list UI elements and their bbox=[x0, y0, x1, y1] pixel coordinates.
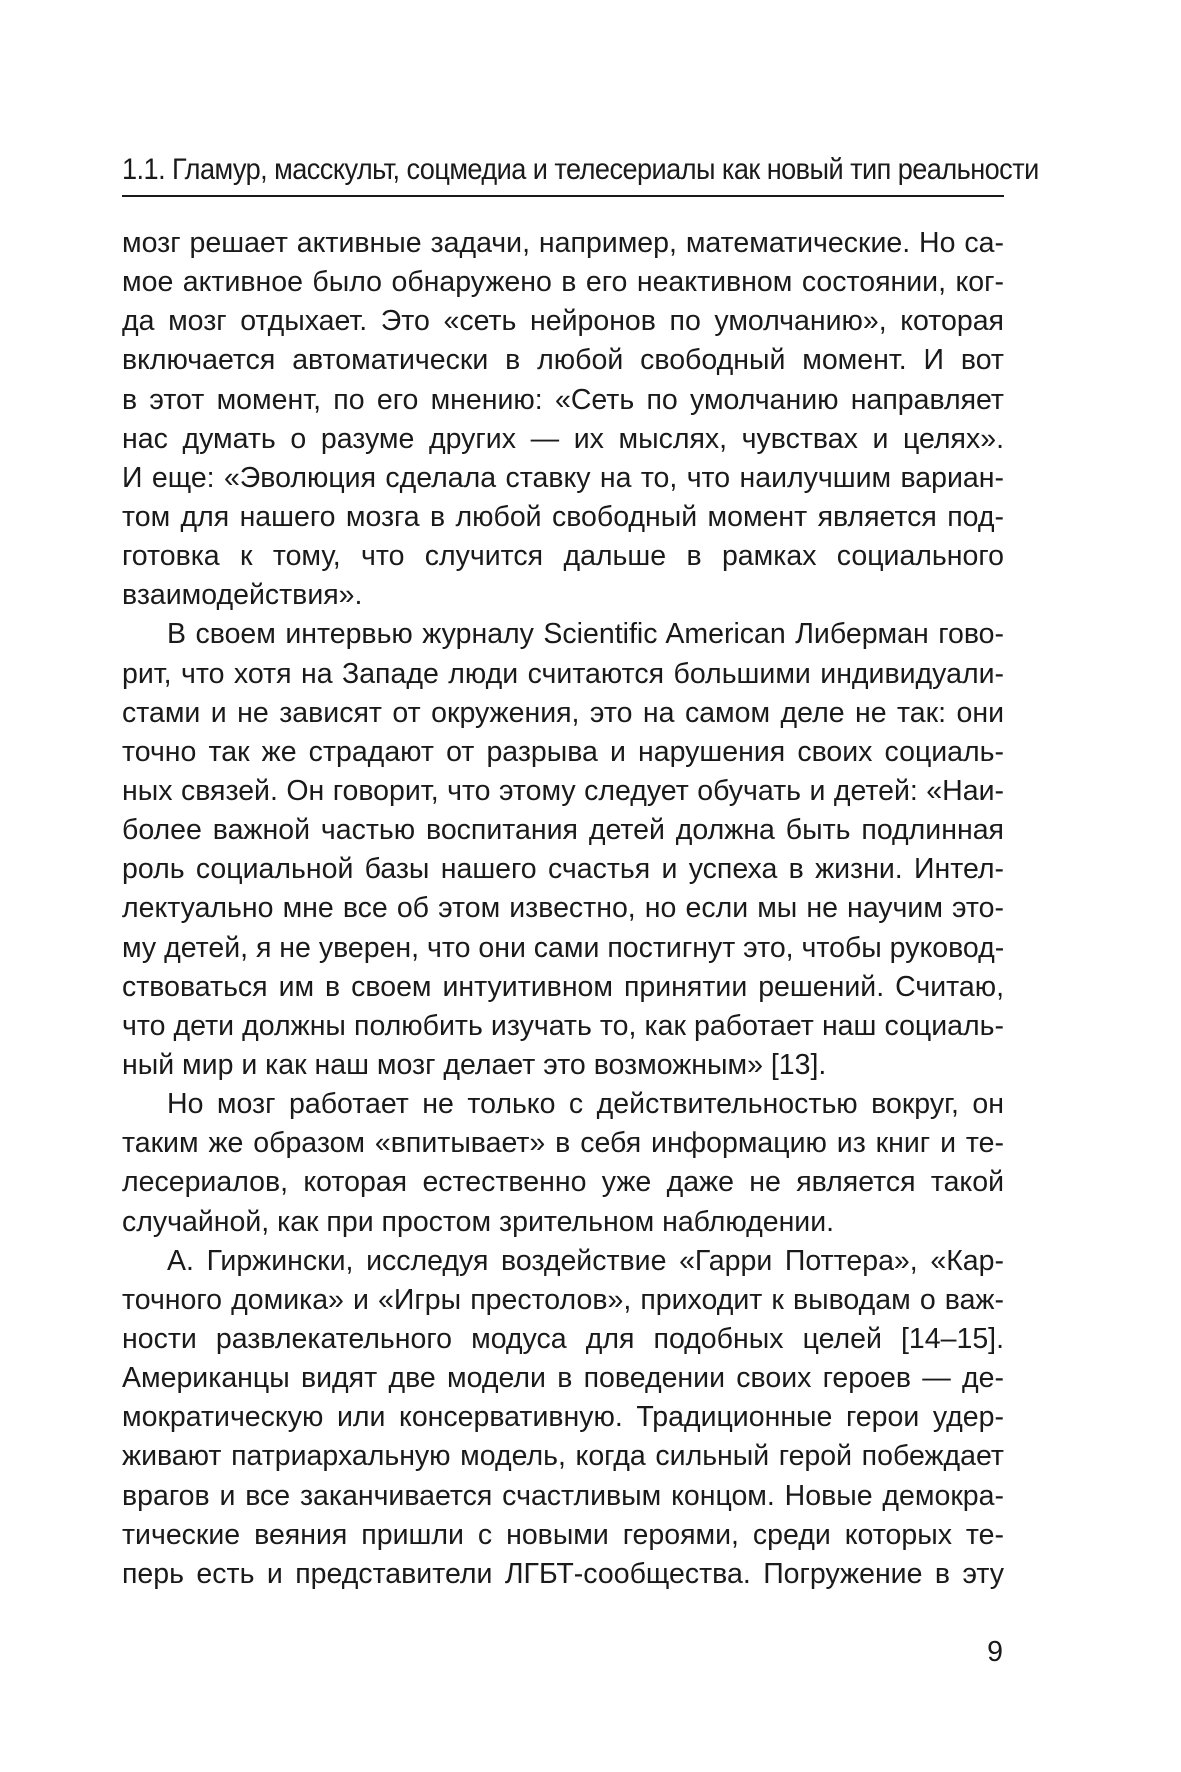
text-line: таким же образом «впитывает» в себя информацию из книг и те- bbox=[122, 1127, 1004, 1160]
text-line: точного домика» и «Игры престолов», приходит к выводам о важ- bbox=[122, 1283, 1004, 1316]
text-line: Американцы видят две модели в поведении своих героев — де- bbox=[122, 1362, 1004, 1395]
body-text bbox=[122, 224, 1004, 1594]
text-line: ствоваться им в своем интуитивном принятии решений. Считаю, bbox=[122, 970, 1004, 1003]
text-line: том для нашего мозга в любой свободный момент является под- bbox=[122, 500, 1004, 533]
text-line: да мозг отдыхает. Это «сеть нейронов по умолчанию», которая bbox=[122, 305, 1004, 338]
text-line: мократическую или консервативную. Традиционные герои удер- bbox=[122, 1401, 1004, 1434]
text-line: мозг решает активные задачи, например, математические. Но са- bbox=[122, 227, 1004, 259]
text-line: точно так же страдают от разрыва и нарушения своих социаль- bbox=[122, 735, 1004, 768]
text-line: тические веяния пришли с новыми героями, среди которых те- bbox=[122, 1518, 1004, 1551]
header-rule bbox=[122, 195, 1004, 197]
text-line: лесериалов, которая естественно уже даже не является такой bbox=[122, 1166, 1004, 1199]
text-line: В своем интервью журналу Scientific American Либерман гово- bbox=[167, 618, 1004, 651]
text-line: случайной, как при простом зрительном наблюдении. bbox=[122, 1205, 835, 1238]
text-line: нас думать о разуме других — их мыслях, чувствах и целях». bbox=[122, 422, 1004, 455]
text-line: лектуально мне все об этом известно, но если мы не научим это- bbox=[122, 892, 1004, 925]
text-line: врагов и все заканчивается счастливым концом. Новые демокра- bbox=[122, 1479, 1004, 1512]
text-line: ных связей. Он говорит, что этому следует обучать и детей: «Наи- bbox=[122, 774, 1004, 807]
text-line: в этот момент, по его мнению: «Сеть по умолчанию направляет bbox=[122, 383, 1004, 416]
text-line: Но мозг работает не только с действительностью вокруг, он bbox=[167, 1088, 1004, 1121]
text-line: взаимодействия». bbox=[122, 579, 363, 612]
text-line: ный мир и как наш мозг делает это возможным» [13]. bbox=[122, 1048, 827, 1081]
text-line: роль социальной базы нашего счастья и успеха в жизни. Интел- bbox=[122, 853, 1004, 886]
running-header: 1.1. Гламур, масскульт, соцмедиа и телесериалы как новый тип реальности bbox=[122, 153, 1039, 186]
text-line: му детей, я не уверен, что они сами постигнут это, чтобы руковод- bbox=[122, 931, 1004, 964]
text-line: более важной частью воспитания детей должна быть подлинная bbox=[122, 814, 1004, 847]
page-number: 9 bbox=[987, 1636, 1003, 1668]
text-line: что дети должны полюбить изучать то, как работает наш социаль- bbox=[122, 1009, 1004, 1042]
text-line: готовка к тому, что случится дальше в рамках социального bbox=[122, 540, 1004, 573]
text-line: А. Гиржински, исследуя воздействие «Гарри Поттера», «Кар- bbox=[167, 1244, 1004, 1277]
text-line: живают патриархальную модель, когда сильный герой побеждает bbox=[122, 1440, 1004, 1473]
text-line: рит, что хотя на Западе люди считаются большими индивидуали- bbox=[122, 657, 1004, 690]
text-line: ности развлекательного модуса для подобных целей [14–15]. bbox=[122, 1322, 1004, 1355]
text-line: мое активное было обнаружено в его неактивном состоянии, ког- bbox=[122, 266, 1004, 299]
text-line: И еще: «Эволюция сделала ставку на то, что наилучшим вариан- bbox=[122, 461, 1004, 494]
text-line: перь есть и представители ЛГБТ-сообщества. Погружение в эту bbox=[122, 1557, 1004, 1590]
text-line: включается автоматически в любой свободный момент. И вот bbox=[122, 344, 1004, 377]
text-line: стами и не зависят от окружения, это на самом деле не так: они bbox=[122, 696, 1004, 729]
